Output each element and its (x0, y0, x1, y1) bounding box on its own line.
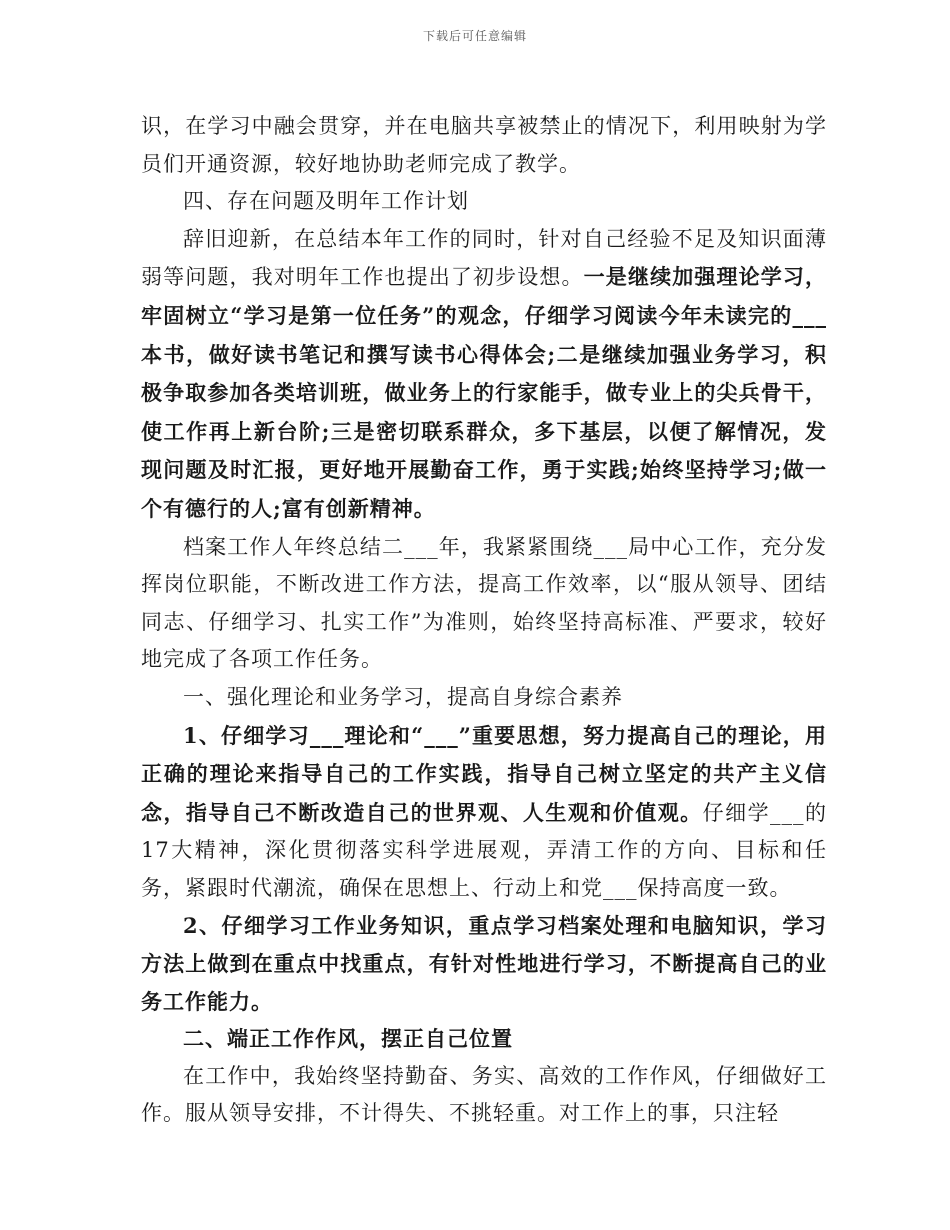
plan-items-text: 一是继续加强理论学习，牢固树立“学习是第一位任务”的观念，仔细学习阅读今年未读完的___本书，做好读书笔记和撰写读书心得体会;二是继续加强业务学习，积极争取参加各类培训班，做业务上的行家能手，做专业上的尖兵骨干，使工作再上新台阶;三是密切联系群众，多下基层，以便了解情况，发现问题及时汇报，更好地开展勤奋工作，勇于实践;始终坚持学习;做一个有德行的人;富有创新精神。 (141, 264, 828, 521)
section-heading-2: 二、端正工作作风，摆正自己位置 (183, 1026, 513, 1052)
paragraph-plan (141, 221, 827, 529)
paragraph-theory-study (141, 717, 827, 908)
paragraph-summary-intro: 档案工作人年终总结二___年，我紧紧围绕___局中心工作，充分发挥岗位职能，不断改进工作方法，提高工作效率，以“服从领导、团结同志、仔细学习、扎实工作”为准则，始终坚持高标准、严要求，较好地完成了各项工作任务。 (141, 534, 827, 672)
theory-study-normal-text: 仔细学___的17大精神，深化贯彻落实科学进展观，弄清工作的方向、目标和任务，紧跟时代潮流，确保在思想上、行动上和党___保持高度一致。 (141, 800, 828, 900)
paragraph-business-study: 2、仔细学习工作业务知识，重点学习档案处理和电脑知识，学习方法上做到在重点中找重点，有针对性地进行学习，不断提高自己的业务工作能力。 (141, 913, 827, 1014)
page-header: 下载后可任意编辑 (422, 29, 527, 43)
section-heading-1: 一、强化理论和业务学习，提高自身综合素养 (183, 684, 623, 709)
section-heading-4: 四、存在问题及明年工作计划 (183, 189, 469, 214)
paragraph-continued: 识，在学习中融会贯穿，并在电脑共享被禁止的情况下，利用映射为学员们开通资源，较好地协助老师完成了教学。 (141, 114, 827, 176)
paragraph-work-style: 在工作中，我始终坚持勤奋、务实、高效的工作作风，仔细做好工作。服从领导安排，不计得失、不挑轻重。对工作上的事，只注轻 (141, 1063, 827, 1126)
plan-intro-text: 辞旧迎新，在总结本年工作的同时，针对自己经验不足及知识面薄弱等问题，我对明年工作也提出了初步设想。 (141, 226, 827, 290)
document-body (141, 108, 827, 1133)
theory-study-bold-text: 1、仔细学习___理论和“___”重要思想，努力提高自己的理论，用正确的理论来指导自己的工作实践，指导自己树立坚定的共产主义信念，指导自己不断改造自己的世界观、人生观和价值观。 (141, 722, 827, 825)
